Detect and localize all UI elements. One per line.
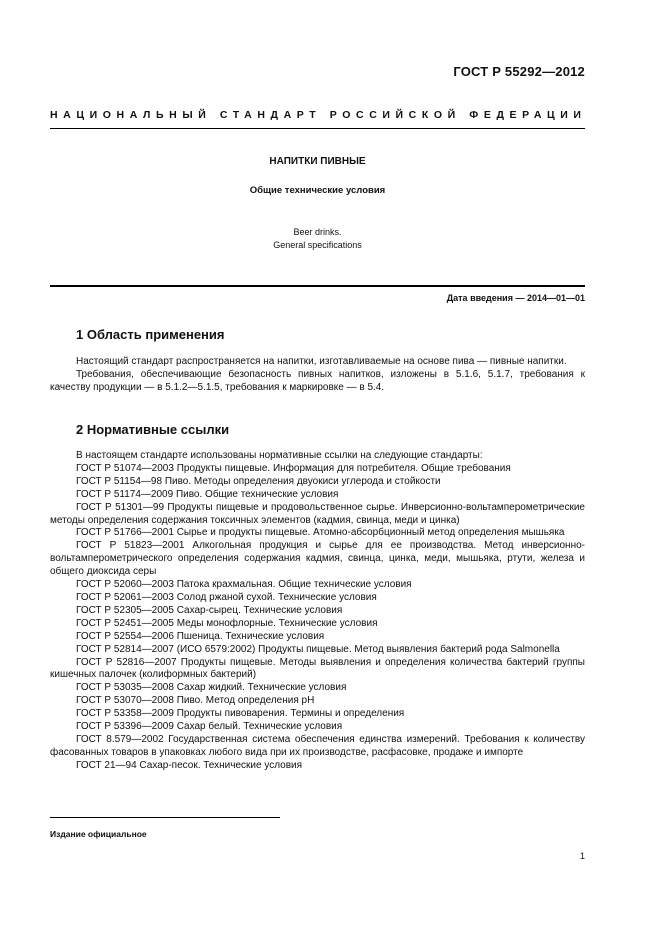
reference-item: ГОСТ Р 52305—2005 Сахар-сырец. Технические условия (76, 604, 343, 616)
section-1-body (50, 356, 585, 395)
reference-item: ГОСТ Р 51074—2003 Продукты пищевые. Информация для потребителя. Общие требования (76, 462, 511, 474)
document-title: НАПИТКИ ПИВНЫЕ (269, 156, 366, 167)
official-edition-label: Издание официальное (50, 829, 147, 839)
title-divider (50, 285, 585, 287)
english-title (50, 226, 585, 252)
paragraph: Настоящий стандарт распространяется на напитки, изготавливаемые на основе пива — пивные напитки. (76, 356, 567, 367)
reference-item: ГОСТ 21—94 Сахар-песок. Технические условия (76, 759, 303, 771)
footer-divider (50, 817, 280, 818)
document-subtitle: Общие технические условия (249, 185, 386, 196)
english-title-line-2: General specifications (273, 240, 362, 250)
section-2-body (50, 450, 585, 773)
top-divider (50, 128, 585, 129)
reference-item: ГОСТ Р 53070—2008 Пиво. Метод определения pH (76, 695, 315, 707)
reference-item: ГОСТ Р 53358—2009 Продукты пивоварения. Термины и определения (76, 708, 405, 720)
section-1-heading: 1 Область применения (76, 327, 225, 342)
reference-item: ГОСТ Р 52816—2007 Продукты пищевые. Методы выявления и определения количества бактерий группы кишечных палочек (колиформных бактерий) (50, 656, 585, 681)
reference-item: ГОСТ Р 51154—98 Пиво. Методы определения двуокиси углерода и стойкости (76, 475, 441, 487)
document-number: ГОСТ Р 55292—2012 (453, 64, 585, 79)
paragraph: Требования, обеспечивающие безопасность пивных напитков, изложены в 5.1.6, 5.1.7, требования к качеству продукции — в 5.1.2—5.1.5, требования к маркировке — в 5.4. (50, 368, 585, 393)
reference-item: ГОСТ Р 53396—2009 Сахар белый. Технические условия (76, 721, 343, 733)
reference-item: ГОСТ 8.579—2002 Государственная система обеспечения единства измерений. Требования к количеству фасованных товаров в упаковках любого вида при их производстве, расфасовке, продаже и импорте (50, 733, 585, 758)
reference-item: ГОСТ Р 51766—2001 Сырье и продукты пищевые. Атомно-абсорбционный метод определения мышьяка (76, 527, 565, 539)
reference-item: ГОСТ Р 51301—99 Продукты пищевые и продовольственное сырье. Инверсионно-вольтамперометрические методы определения содержания токсичных элементов (кадмия, свинца, меди и цинка) (50, 501, 585, 526)
reference-item: ГОСТ Р 52451—2005 Меды монофлорные. Технические условия (76, 617, 378, 629)
reference-item: ГОСТ Р 52060—2003 Патока крахмальная. Общие технические условия (76, 579, 412, 591)
reference-item: ГОСТ Р 52554—2006 Пшеница. Технические условия (76, 630, 325, 642)
page-number: 1 (579, 851, 585, 861)
section-2-heading: 2 Нормативные ссылки (76, 422, 230, 437)
reference-item: ГОСТ Р 53035—2008 Сахар жидкий. Технические условия (76, 682, 347, 694)
reference-item: ГОСТ Р 51174—2009 Пиво. Общие технические условия (76, 488, 339, 500)
reference-item: ГОСТ Р 51823—2001 Алкогольная продукция и сырье для ее производства. Метод инверсионно-вольтамперометрического определения содержания кадмия, свинца, цинка, меди, мышьяка, ртути, железа и общего диоксида серы (50, 540, 585, 578)
paragraph: В настоящем стандарте использованы нормативные ссылки на следующие стандарты: (76, 450, 483, 461)
english-title-line-1: Beer drinks. (293, 227, 342, 237)
reference-item: ГОСТ Р 52061—2003 Солод ржаной сухой. Технические условия (76, 591, 377, 603)
introduction-date: Дата введения — 2014—01—01 (446, 293, 585, 303)
national-standard-title: НАЦИОНАЛЬНЫЙ СТАНДАРТ РОССИЙСКОЙ ФЕДЕРАЦИИ (50, 109, 587, 121)
reference-item: ГОСТ Р 52814—2007 (ИСО 6579:2002) Продукты пищевые. Метод выявления бактерий рода Salmonella (76, 643, 560, 655)
